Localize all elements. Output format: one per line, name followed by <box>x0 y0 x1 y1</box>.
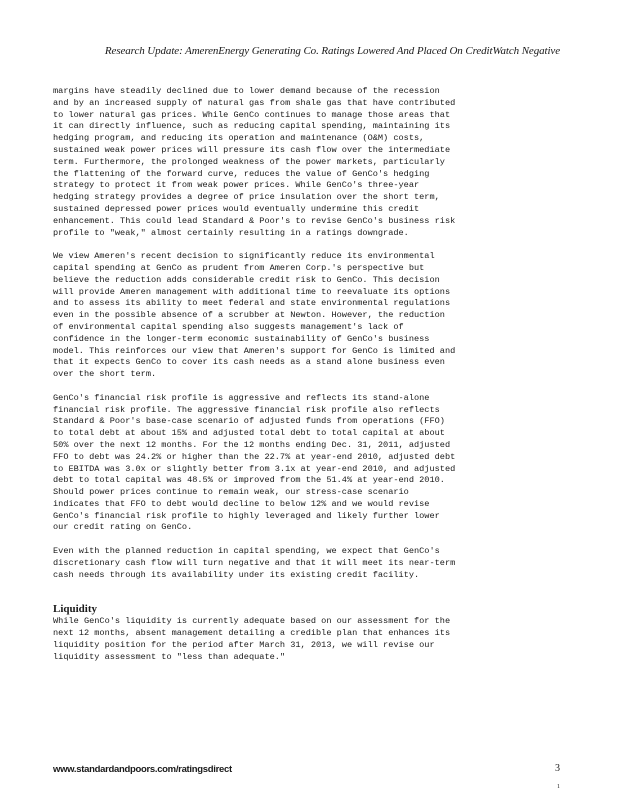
paragraph-liquidity: While GenCo's liquidity is currently adequate based on our assessment for the next 12 months, absent management detailing a credible plan that enhances its liquidity position for the period after March 31, 2013, we will revise our liquidity assessment to "less than adequate." <box>53 616 451 662</box>
paragraph-environmental-spending: We view Ameren's recent decision to significantly reduce its environmental capital spending at GenCo as prudent from Ameren Corp.'s perspective but believe the reduction adds considerable credit risk to GenCo. This decision will provide Ameren management with additional time to reevaluate its options and to assess its ability to meet federal and state environmental regulations even in the possible absence of a scrubber at Newton. However, the reduction of environmental capital spending also suggests management's lack of confidence in the longer-term economic sustainability of GenCo's business model. This reinforces our view that Ameren's support for GenCo is limited and that it expects GenCo to cover its cash needs as a stand alone business even over the short term. <box>53 251 456 380</box>
footer-url-link[interactable]: www.standardandpoors.com/ratingsdirect <box>53 764 232 775</box>
paragraph-power-markets: margins have steadily declined due to lower demand because of the recession and by an increased supply of natural gas from shale gas that have contributed to lower natural gas prices. While GenCo continues to manage those areas that it can directly influence, such as reducing capital spending, maintaining its hedging program, and reducing its operation and maintenance (O&M) costs, sustained weak power prices will pressure its cash flow over the intermediate term. Furthermore, the prolonged weakness of the power markets, particularly the flattening of the forward curve, reduces the value of GenCo's hedging strategy to protect it from weak power prices. While GenCo's three-year hedging strategy provides a degree of price insulation over the short term, sustained depressed power prices would eventually undermine this credit enhancement. This could lead Standard & Poor's to revise GenCo's business risk profile to "weak," almost certainly resulting in a ratings downgrade. <box>53 86 456 238</box>
document-number: 1 <box>557 784 560 790</box>
page-header-title: Research Update: AmerenEnergy Generating Co. Ratings Lowered And Placed On CreditWatch Negative <box>104 45 560 57</box>
page-number: 3 <box>555 763 560 774</box>
paragraph-cash-flow: Even with the planned reduction in capital spending, we expect that GenCo's discretionary cash flow will turn negative and that it will meet its near-term cash needs through its availability under its existing credit facility. <box>53 546 456 580</box>
document-body <box>53 86 565 675</box>
section-heading-liquidity: Liquidity <box>53 603 98 616</box>
paragraph-financial-risk: GenCo's financial risk profile is aggressive and reflects its stand-alone financial risk profile. The aggressive financial risk profile also reflects Standard & Poor's base-case scenario of adjusted funds from operations (FFO) to total debt at about 15% and adjusted total debt to total capital at about 50% over the next 12 months. For the 12 months ending Dec. 31, 2011, adjusted FFO to debt was 24.2% or higher than the 22.7% at year-end 2010, adjusted debt to EBITDA was 3.0x or slightly better from 3.1x at year-end 2010, and adjusted debt to total capital was 48.5% or improved from the 51.4% at year-end 2010. Should power prices continue to remain weak, our stress-case scenario indicates that FFO to debt would decline to below 12% and we would revise GenCo's financial risk profile to highly leveraged and likely further lower our credit rating on GenCo. <box>53 392 456 533</box>
